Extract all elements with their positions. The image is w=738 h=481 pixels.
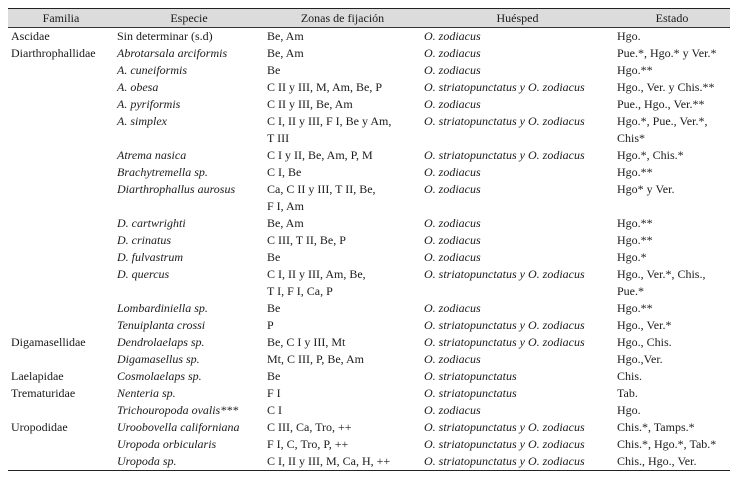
cell-zonas: C II y III, Be, Am: [267, 97, 353, 111]
cell-estado: Hgo* y Ver.: [617, 182, 675, 196]
cell-zonas: C III, T II, Be, P: [267, 233, 346, 247]
cell-huesped: O. striatopunctatus y O. zodiacus: [424, 437, 585, 451]
cell-huesped: O. zodiacus: [424, 165, 481, 179]
cell-huesped: O. zodiacus: [424, 233, 481, 247]
cell-zonas: C I, Be: [267, 165, 302, 179]
table-row: [8, 385, 730, 402]
cell-estado: Hgo.: [617, 403, 641, 417]
table-row: [8, 300, 730, 317]
cell-zonas: Be: [267, 369, 281, 383]
table-row: [8, 215, 730, 232]
cell-zonas: Be: [267, 301, 281, 315]
cell-especie: Abrotarsala arciformis: [117, 46, 228, 60]
cell-zonas: P: [267, 318, 274, 332]
cell-especie: Cosmolaelaps sp.: [117, 369, 202, 383]
table-row: [8, 96, 730, 113]
cell-estado: Hgo., Ver. y Chis.**: [617, 80, 715, 94]
cell-zonas: Be, Am: [267, 216, 304, 230]
cell-zonas: Be, Am: [267, 46, 304, 60]
cell-familia: [8, 300, 114, 317]
cell-estado: Hgo.*, Pue., Ver.*, Chis*: [617, 114, 708, 145]
species-table: [8, 8, 730, 471]
cell-familia: [8, 351, 114, 368]
table-body: [8, 28, 730, 471]
cell-huesped: O. striatopunctatus: [424, 386, 517, 400]
cell-zonas: Be, Am: [267, 29, 304, 43]
cell-estado: Hgo.**: [617, 301, 653, 315]
cell-estado: Hgo., Chis.: [617, 335, 672, 349]
cell-familia: [8, 436, 114, 453]
header-especie: Especie: [114, 9, 264, 28]
cell-especie: Tenuiplanta crossi: [117, 318, 206, 332]
cell-especie: D. quercus: [117, 267, 170, 281]
cell-especie: Uroobovella californiana: [117, 420, 240, 434]
table-row: [8, 419, 730, 436]
cell-familia: [8, 266, 114, 300]
cell-especie: D. fulvastrum: [117, 250, 183, 264]
cell-huesped: O. striatopunctatus y O. zodiacus: [424, 335, 585, 349]
cell-zonas: C I, II y III, Am, Be, T I, F I, Ca, P: [267, 267, 366, 298]
cell-huesped: O. striatopunctatus y O. zodiacus: [424, 420, 585, 434]
table-row: [8, 164, 730, 181]
cell-estado: Hgo.: [617, 29, 641, 43]
cell-zonas: C I y II, Be, Am, P, M: [267, 148, 373, 162]
cell-estado: Pue., Hgo., Ver.**: [617, 97, 705, 111]
cell-familia: Diarthrophallidae: [11, 46, 96, 60]
cell-especie: Brachytremella sp.: [117, 165, 208, 179]
cell-estado: Tab.: [617, 386, 638, 400]
cell-especie: Atrema nasica: [117, 148, 187, 162]
cell-huesped: O. striatopunctatus y O. zodiacus: [421, 453, 614, 471]
table-row: [8, 79, 730, 96]
table-row: [8, 368, 730, 385]
cell-huesped: O. zodiacus: [424, 250, 481, 264]
cell-estado: Pue.*, Hgo.* y Ver.*: [617, 46, 717, 60]
cell-familia: [8, 317, 114, 334]
cell-zonas: C I: [267, 403, 282, 417]
cell-familia: [8, 402, 114, 419]
cell-especie: Dendrolaelaps sp.: [117, 335, 205, 349]
cell-huesped: O. zodiacus: [424, 29, 481, 43]
cell-huesped: O. striatopunctatus y O. zodiacus: [424, 80, 585, 94]
cell-estado: Hgo.,Ver.: [617, 352, 663, 366]
cell-especie: Uropoda orbicularis: [117, 437, 217, 451]
cell-huesped: O. striatopunctatus: [424, 369, 517, 383]
cell-familia: [8, 181, 114, 215]
cell-estado: Chis., Hgo., Ver.: [614, 453, 730, 471]
table-row: [8, 28, 730, 46]
cell-estado: Chis.: [617, 369, 643, 383]
cell-especie: A. pyriformis: [117, 97, 181, 111]
cell-familia: [8, 113, 114, 147]
cell-huesped: O. zodiacus: [424, 182, 481, 196]
table-row: [8, 402, 730, 419]
cell-estado: Hgo., Ver.*: [617, 318, 672, 332]
table-row: [8, 436, 730, 453]
cell-huesped: O. zodiacus: [424, 63, 481, 77]
cell-huesped: O. zodiacus: [424, 46, 481, 60]
cell-estado: Hgo.**: [617, 216, 653, 230]
cell-familia: [8, 453, 114, 471]
table-row: [8, 62, 730, 79]
cell-zonas: C II y III, M, Am, Be, P: [267, 80, 382, 94]
cell-zonas: F I: [267, 386, 281, 400]
cell-zonas: Ca, C II y III, T II, Be, F I, Am: [267, 182, 376, 213]
cell-familia: [8, 215, 114, 232]
cell-familia: Uropodidae: [11, 420, 68, 434]
cell-estado: Hgo.*: [617, 250, 647, 264]
cell-zonas: F I, C, Tro, P, ++: [267, 437, 349, 451]
cell-especie: A. simplex: [117, 114, 167, 128]
cell-familia: [8, 249, 114, 266]
cell-familia: Trematuridae: [11, 386, 76, 400]
cell-familia: [8, 79, 114, 96]
header-row: [8, 9, 730, 28]
cell-familia: [8, 164, 114, 181]
table-row: [8, 334, 730, 351]
cell-estado: Hgo.*, Chis.*: [617, 148, 684, 162]
cell-huesped: O. zodiacus: [424, 97, 481, 111]
cell-zonas: C I, II y III, M, Ca, H, ++: [264, 453, 421, 471]
cell-zonas: Be: [267, 63, 281, 77]
cell-familia: [8, 96, 114, 113]
cell-familia: [8, 62, 114, 79]
cell-especie: A. obesa: [117, 80, 159, 94]
cell-zonas: C III, Ca, Tro, ++: [267, 420, 352, 434]
cell-familia: [8, 147, 114, 164]
cell-zonas: C I, II y III, F I, Be y Am, T III: [267, 114, 392, 145]
cell-huesped: O. zodiacus: [424, 216, 481, 230]
cell-huesped: O. zodiacus: [424, 352, 481, 366]
cell-zonas: Mt, C III, P, Be, Am: [267, 352, 365, 366]
table-header: [8, 9, 730, 28]
cell-familia: Laelapidae: [11, 369, 64, 383]
cell-especie: A. cuneiformis: [117, 63, 187, 77]
header-huesped: Huésped: [421, 9, 614, 28]
header-estado: Estado: [614, 9, 730, 28]
cell-especie: Diarthrophallus aurosus: [117, 182, 236, 196]
cell-especie: Uropoda sp.: [114, 453, 264, 471]
table-row: [8, 147, 730, 164]
cell-estado: Chis.*, Hgo.*, Tab.*: [617, 437, 717, 451]
cell-especie: Nenteria sp.: [117, 386, 176, 400]
cell-especie: Sin determinar (s.d): [117, 29, 213, 43]
header-familia: Familia: [8, 9, 114, 28]
table-row: [8, 232, 730, 249]
cell-especie: D. cartwrighti: [117, 216, 186, 230]
cell-huesped: O. striatopunctatus y O. zodiacus: [424, 114, 585, 128]
table-row: [8, 317, 730, 334]
table-row: [8, 113, 730, 147]
cell-estado: Chis.*, Tamps.*: [617, 420, 695, 434]
cell-familia: Digamasellidae: [11, 335, 86, 349]
table-row: [8, 453, 730, 471]
table-row: [8, 181, 730, 215]
cell-especie: Digamasellus sp.: [117, 352, 200, 366]
cell-zonas: Be: [267, 250, 281, 264]
cell-huesped: O. striatopunctatus y O. zodiacus: [424, 148, 585, 162]
table-row: [8, 249, 730, 266]
cell-huesped: O. striatopunctatus y O. zodiacus: [424, 267, 585, 281]
cell-estado: Hgo., Ver.*, Chis., Pue.*: [617, 267, 706, 298]
cell-huesped: O. striatopunctatus y O. zodiacus: [424, 318, 585, 332]
header-zonas: Zonas de fijación: [264, 9, 421, 28]
table-row: [8, 45, 730, 62]
cell-huesped: O. zodiacus: [424, 403, 481, 417]
table-row: [8, 266, 730, 300]
cell-especie: Trichouropoda ovalis***: [117, 403, 239, 417]
cell-familia: Ascidae: [11, 29, 50, 43]
cell-especie: Lombardiniella sp.: [117, 301, 208, 315]
cell-estado: Hgo.**: [617, 233, 653, 247]
cell-huesped: O. zodiacus: [424, 301, 481, 315]
cell-estado: Hgo.**: [617, 63, 653, 77]
cell-especie: D. crinatus: [117, 233, 171, 247]
table-row: [8, 351, 730, 368]
cell-zonas: Be, C I y III, Mt: [267, 335, 346, 349]
cell-familia: [8, 232, 114, 249]
cell-estado: Hgo.**: [617, 165, 653, 179]
